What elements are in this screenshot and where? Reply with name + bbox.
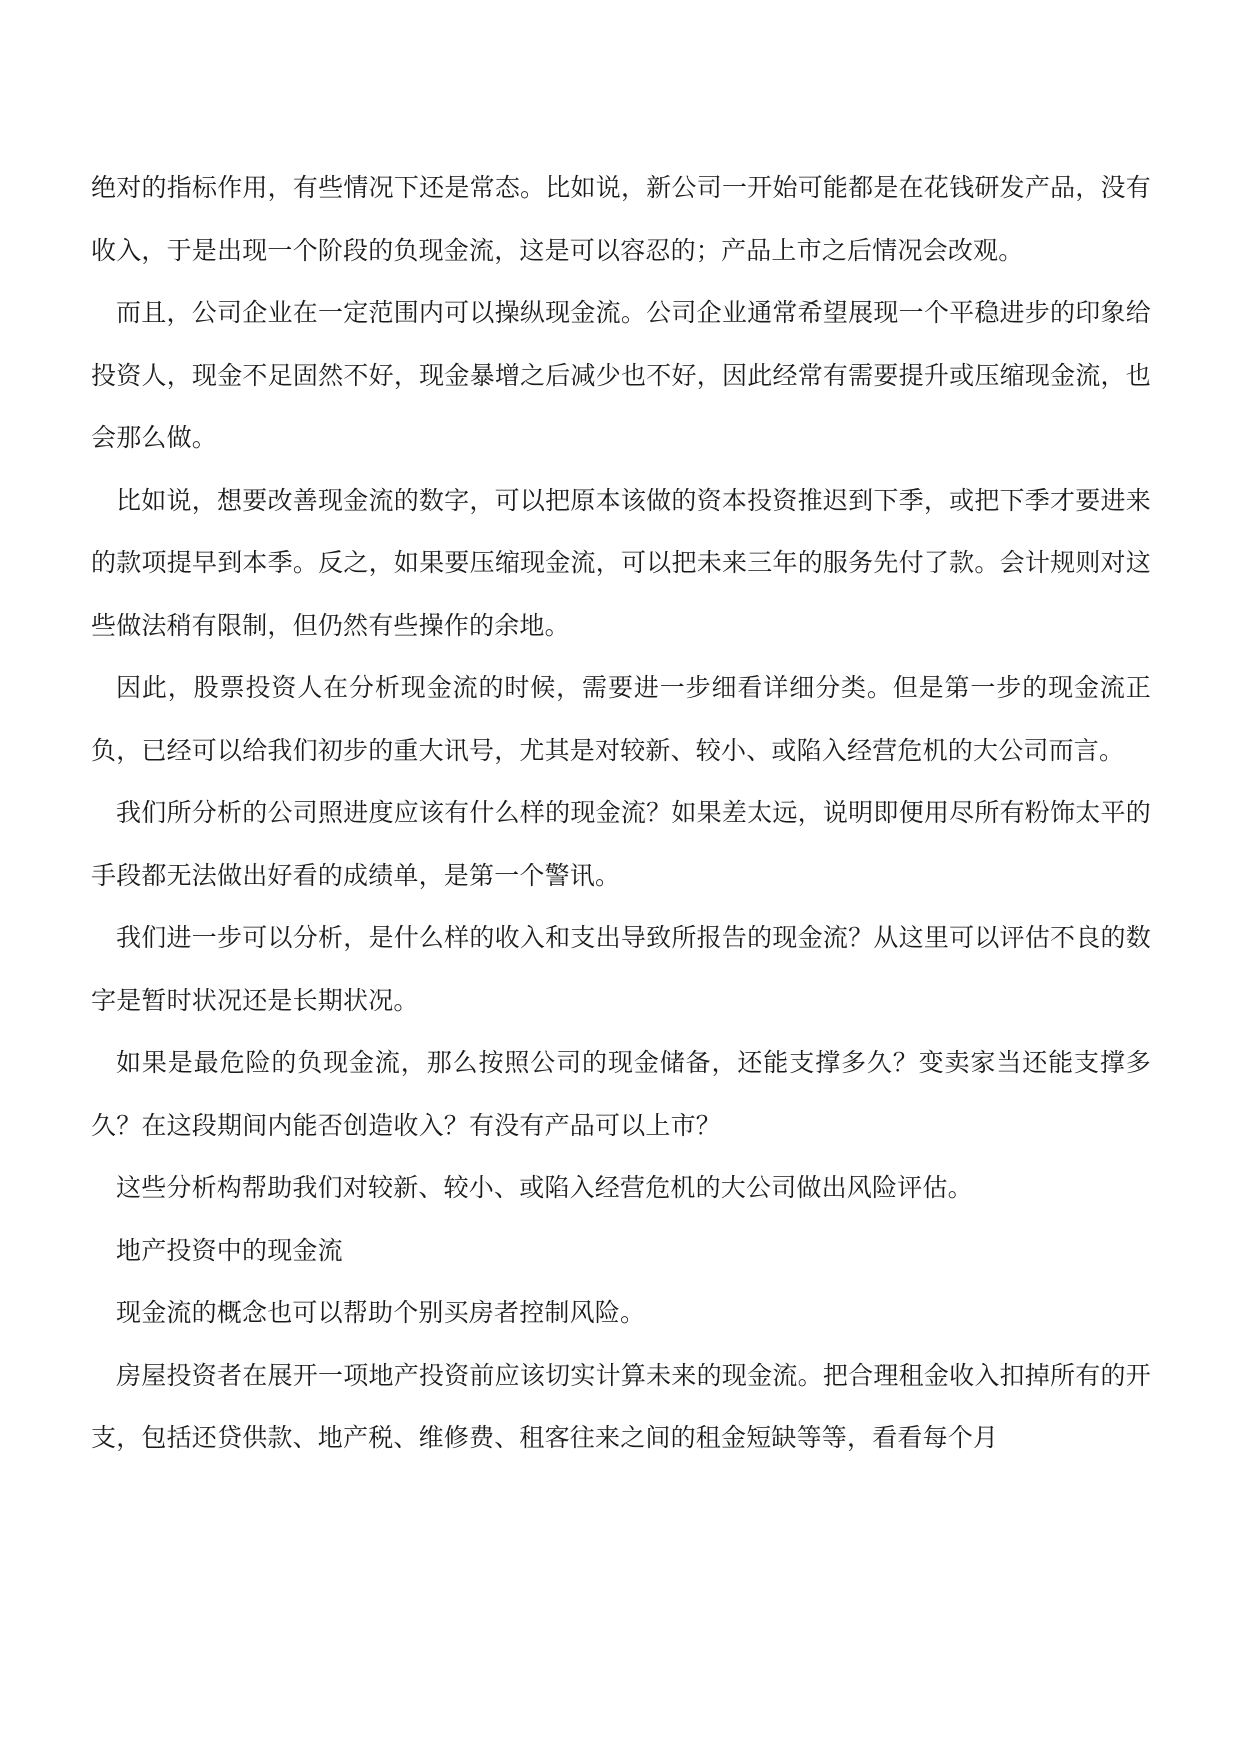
paragraph: 现金流的概念也可以帮助个别买房者控制风险。 (116, 1298, 646, 1327)
paragraph: 房屋投资者在展开一项地产投资前应该切实计算未来的现金流。把合理租金收入扣掉所有的开支，包括还贷供款、地产税、维修费、租客往来之间的租金短缺等等，看看每个月 (91, 1360, 1151, 1452)
paragraph: 因此，股票投资人在分析现金流的时候，需要进一步细看详细分类。但是第一步的现金流正负，已经可以给我们初步的重大讯号，尤其是对较新、较小、或陷入经营危机的大公司而言。 (91, 673, 1151, 765)
document-body (91, 157, 1151, 1470)
paragraph: 如果是最危险的负现金流，那么按照公司的现金储备，还能支撑多久？变卖家当还能支撑多久？在这段期间内能否创造收入？有没有产品可以上市？ (91, 1048, 1151, 1140)
paragraph-continued: 绝对的指标作用，有些情况下还是常态。比如说，新公司一开始可能都是在花钱研发产品，没有收入，于是出现一个阶段的负现金流，这是可以容忍的；产品上市之后情况会改观。 (91, 173, 1151, 265)
paragraph: 而且，公司企业在一定范围内可以操纵现金流。公司企业通常希望展现一个平稳进步的印象给投资人，现金不足固然不好，现金暴增之后减少也不好，因此经常有需要提升或压缩现金流，也会那么做。 (91, 298, 1151, 452)
paragraph: 我们进一步可以分析，是什么样的收入和支出导致所报告的现金流？从这里可以评估不良的数字是暂时状况还是长期状况。 (91, 923, 1151, 1015)
paragraph: 我们所分析的公司照进度应该有什么样的现金流？如果差太远，说明即便用尽所有粉饰太平的手段都无法做出好看的成绩单，是第一个警讯。 (91, 798, 1151, 890)
section-heading: 地产投资中的现金流 (116, 1235, 343, 1265)
paragraph: 比如说，想要改善现金流的数字，可以把原本该做的资本投资推迟到下季，或把下季才要进来的款项提早到本季。反之，如果要压缩现金流，可以把未来三年的服务先付了款。会计规则对这些做法稍有限制，但仍然有些操作的余地。 (91, 485, 1151, 640)
paragraph: 这些分析构帮助我们对较新、较小、或陷入经营危机的大公司做出风险评估。 (116, 1173, 973, 1202)
